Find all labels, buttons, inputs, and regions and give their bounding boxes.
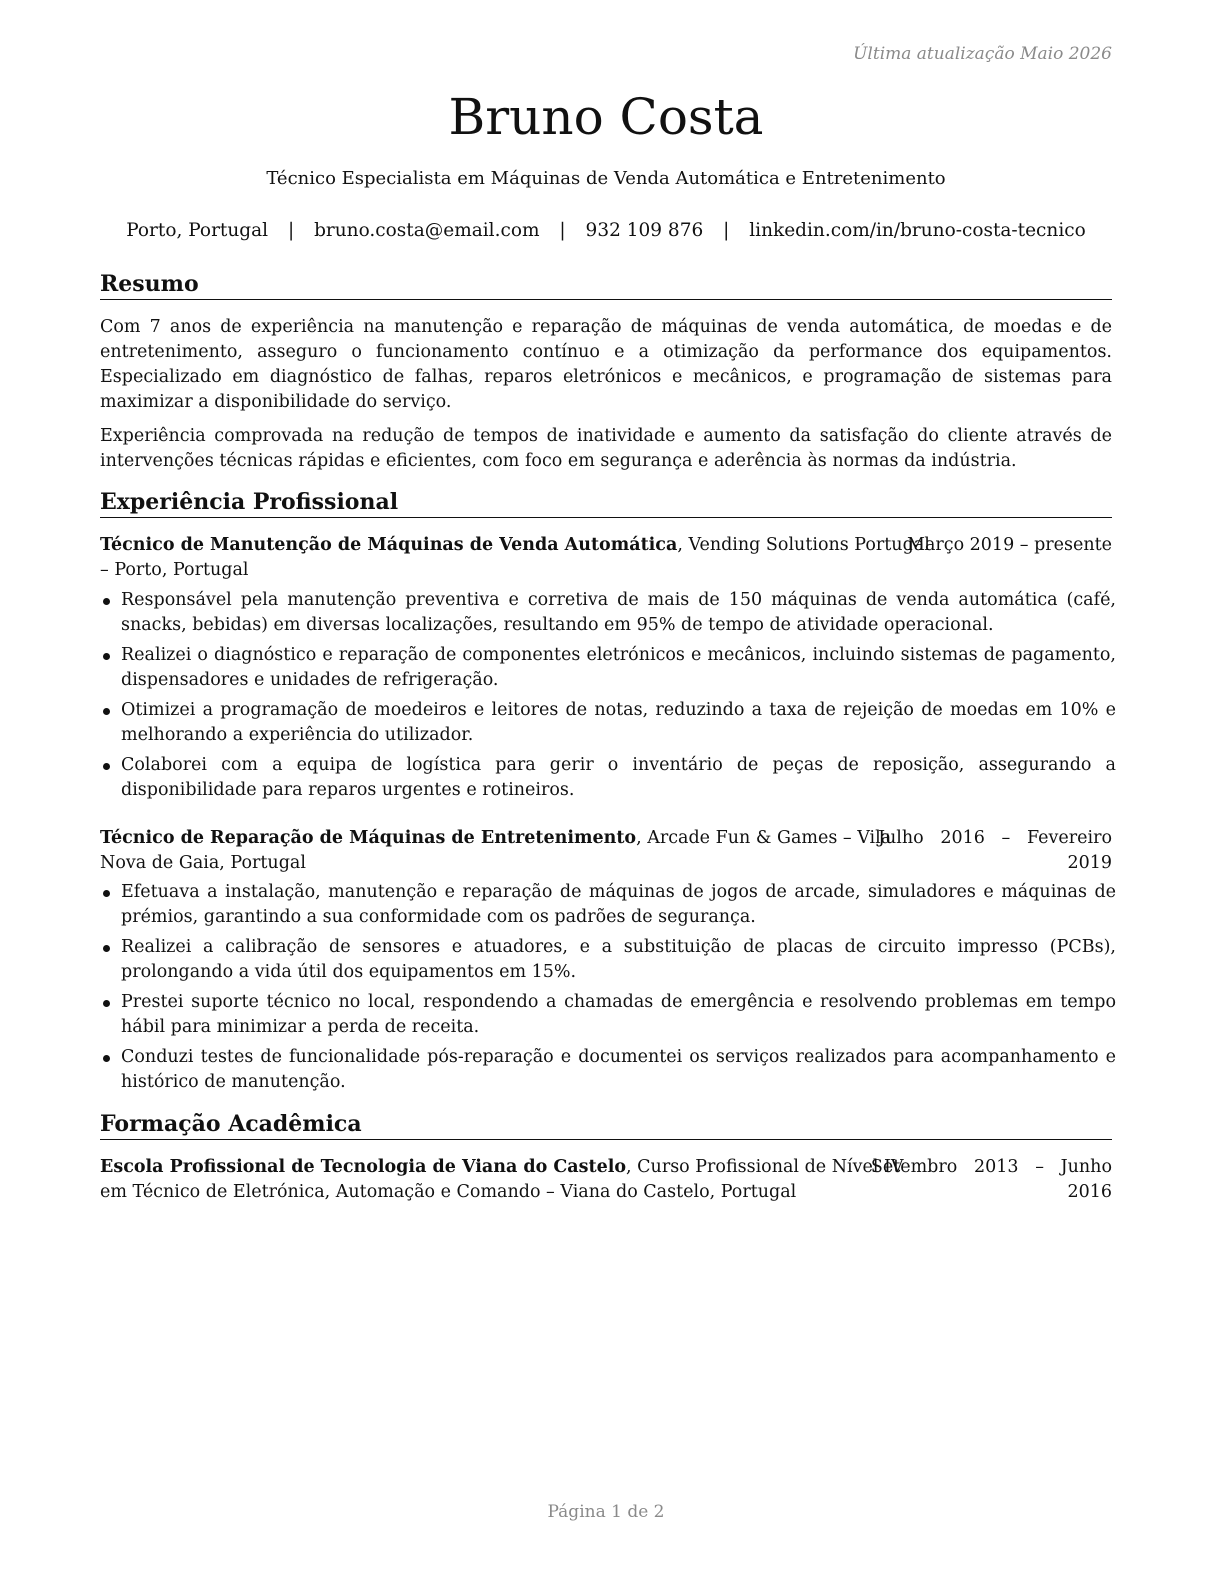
section-title-experience: Experiência Profissional <box>100 488 1112 518</box>
list-item: Realizei o diagnóstico e reparação de componentes eletrónicos e mecânicos, incluindo sistemas de pagamento, dispensadores e unidades de refrigeração. <box>100 643 1116 693</box>
summary-paragraph: Experiência comprovada na redução de tempos de inatividade e aumento da satisfação do cliente através de intervenções técnicas rápidas e eficientes, com foco em segurança e aderência às normas da indústria. <box>100 426 1112 471</box>
list-item: Otimizei a programação de moedeiros e leitores de notas, reduzindo a taxa de rejeição de moedas em 10% e melhorando a experiência do utilizador. <box>100 698 1116 748</box>
list-item: Efetuava a instalação, manutenção e reparação de máquinas de jogos de arcade, simuladores e máquinas de prémios, garantindo a sua conformidade com os padrões de segurança. <box>100 880 1116 930</box>
contact-location: Porto, Portugal <box>126 220 269 241</box>
candidate-tagline: Técnico Especialista em Máquinas de Venda Automática e Entretenimento <box>266 168 946 189</box>
job-dates-end: 2019 <box>1067 853 1112 873</box>
job-role: Técnico de Reparação de Máquinas de Entretenimento <box>100 828 637 848</box>
job-dates: Março 2019 – presente <box>907 535 1112 555</box>
education-title-line <box>100 1155 904 1180</box>
job-role: Técnico de Manutenção de Máquinas de Venda Automática <box>100 535 678 555</box>
job-title-line <box>100 826 891 851</box>
job-location: – Porto, Portugal <box>100 560 249 580</box>
education-dates: Setembro 2013 – Junho <box>870 1157 1112 1177</box>
section-title-summary: Resumo <box>100 270 1112 300</box>
contact-linkedin[interactable]: linkedin.com/in/bruno-costa-tecnico <box>749 220 1086 241</box>
summary-paragraph: Com 7 anos de experiência na manutenção e reparação de máquinas de venda automática, de moedas e de entretenimento, asseguro o funcionamento contínuo e a otimização da performance dos equipamentos. Especializado em diagnóstico de falhas, reparos eletrónicos e mecânicos, e programação de sistemas para maximizar a disponibilidade do serviço. <box>100 317 1112 412</box>
education-dates-end: 2016 <box>1067 1182 1112 1202</box>
contact-separator: | <box>287 220 295 241</box>
job-company: , Arcade Fun & Games – Vila <box>636 828 892 848</box>
education-entry <box>100 1155 1112 1205</box>
education-course-cont: em Técnico de Eletrónica, Automação e Comando – Viana do Castelo, Portugal <box>100 1182 797 1202</box>
job-header <box>100 533 1112 583</box>
last-updated: Última atualização Maio 2026 <box>853 44 1112 64</box>
education-school: Escola Profissional de Tecnologia de Viana do Castelo <box>100 1157 627 1177</box>
job-location: Nova de Gaia, Portugal <box>100 853 306 873</box>
job-bullets <box>100 880 1116 1100</box>
list-item: Realizei a calibração de sensores e atuadores, e a substituição de placas de circuito impresso (PCBs), prolongando a vida útil dos equipamentos em 15%. <box>100 935 1116 985</box>
job-bullets <box>100 588 1116 808</box>
contact-separator: | <box>723 220 730 241</box>
contact-line <box>100 220 1112 241</box>
list-item: Conduzi testes de funcionalidade pós-reparação e documentei os serviços realizados para acompanhamento e histórico de manutenção. <box>100 1045 1116 1095</box>
page-number: Página 1 de 2 <box>547 1502 665 1522</box>
job-company: , Vending Solutions Portugal <box>677 535 930 555</box>
job-header <box>100 826 1112 876</box>
list-item: Prestei suporte técnico no local, respondendo a chamadas de emergência e resolvendo problemas em tempo hábil para minimizar a perda de receita. <box>100 990 1116 1040</box>
candidate-name: Bruno Costa <box>448 88 764 146</box>
section-title-education: Formação Acadêmica <box>100 1110 1112 1140</box>
contact-email[interactable]: bruno.costa@email.com <box>314 220 540 241</box>
job-dates: Julho 2016 – Fevereiro <box>877 828 1112 848</box>
education-course: , Curso Profissional de Nível IV <box>626 1157 904 1177</box>
contact-separator: | <box>559 220 566 241</box>
contact-phone[interactable]: 932 109 876 <box>585 220 704 241</box>
resume-page <box>100 0 1116 1584</box>
job-title-line <box>100 533 930 558</box>
list-item: Responsável pela manutenção preventiva e corretiva de mais de 150 máquinas de venda automática (café, snacks, bebidas) em diversas localizações, resultando em 95% de tempo de atividade operacional. <box>100 588 1116 638</box>
list-item: Colaborei com a equipa de logística para gerir o inventário de peças de reposição, assegurando a disponibilidade para reparos urgentes e rotineiros. <box>100 753 1116 803</box>
